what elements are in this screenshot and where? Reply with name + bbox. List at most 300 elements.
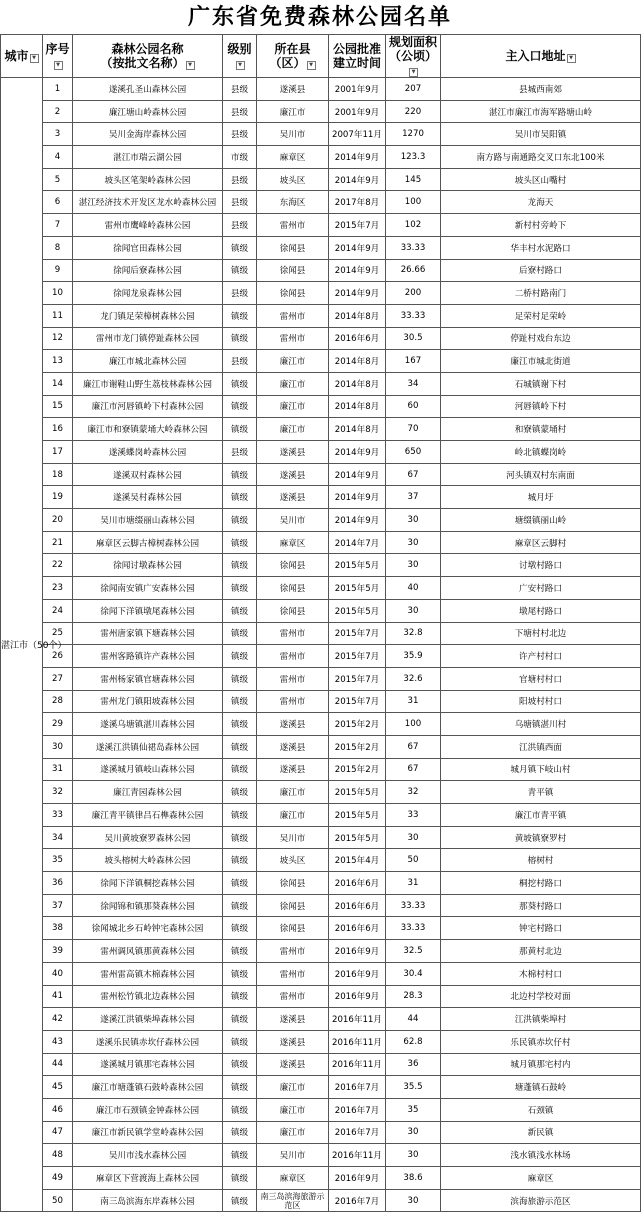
cell-area[interactable]: 31 [386,872,441,895]
cell-no[interactable]: 30 [43,735,73,758]
cell-area[interactable]: 62.8 [386,1030,441,1053]
cell-area[interactable]: 32.5 [386,940,441,963]
cell-area[interactable]: 200 [386,282,441,305]
table-row[interactable] [1,872,641,895]
cell-county[interactable]: 雷州市 [257,985,329,1008]
cell-approve-date[interactable]: 2015年2月 [329,713,386,736]
cell-county[interactable]: 雷州市 [257,667,329,690]
cell-county[interactable]: 吴川市 [257,826,329,849]
cell-park-name[interactable]: 遂溪吴村森林公园 [73,486,223,509]
cell-county[interactable]: 雷州市 [257,962,329,985]
cell-county[interactable]: 徐闻县 [257,894,329,917]
table-row[interactable] [1,962,641,985]
filter-dropdown-icon[interactable]: ▼ [307,61,316,70]
cell-no[interactable]: 21 [43,531,73,554]
cell-area[interactable]: 30 [386,1121,441,1144]
table-row[interactable] [1,599,641,622]
cell-no[interactable]: 43 [43,1030,73,1053]
cell-no[interactable]: 34 [43,826,73,849]
cell-entrance[interactable]: 南方路与南通路交叉口东北100米 [441,146,641,169]
cell-entrance[interactable]: 廉江市青平镇 [441,804,641,827]
cell-no[interactable]: 8 [43,236,73,259]
cell-park-name[interactable]: 南三岛滨海东岸森林公园 [73,1189,223,1212]
cell-park-name[interactable]: 徐闻讨墩森林公园 [73,554,223,577]
cell-entrance[interactable]: 江洪镇西面 [441,735,641,758]
cell-county[interactable]: 东海区 [257,191,329,214]
cell-area[interactable]: 123.3 [386,146,441,169]
cell-level[interactable]: 镇级 [223,327,257,350]
cell-county[interactable]: 遂溪县 [257,713,329,736]
table-row[interactable] [1,327,641,350]
cell-county[interactable]: 遂溪县 [257,441,329,464]
cell-approve-date[interactable]: 2015年7月 [329,690,386,713]
cell-entrance[interactable]: 桐挖村路口 [441,872,641,895]
cell-park-name[interactable]: 雷州杨家镇官塘森林公园 [73,667,223,690]
col-city[interactable] [1,35,43,78]
cell-park-name[interactable]: 廉江市河唇镇岭下村森林公园 [73,395,223,418]
cell-approve-date[interactable]: 2014年7月 [329,531,386,554]
cell-entrance[interactable]: 城月圩 [441,486,641,509]
cell-level[interactable]: 镇级 [223,667,257,690]
table-row[interactable] [1,531,641,554]
cell-entrance[interactable]: 石颈镇 [441,1098,641,1121]
cell-level[interactable]: 镇级 [223,985,257,1008]
cell-approve-date[interactable]: 2007年11月 [329,123,386,146]
cell-park-name[interactable]: 廉江市石颈镇金钟森林公园 [73,1098,223,1121]
cell-entrance[interactable]: 石城镇谢下村 [441,372,641,395]
table-row[interactable] [1,849,641,872]
cell-area[interactable]: 33.33 [386,894,441,917]
cell-no[interactable]: 17 [43,441,73,464]
cell-county[interactable]: 徐闻县 [257,917,329,940]
cell-county[interactable]: 廉江市 [257,350,329,373]
cell-park-name[interactable]: 吴川市浅水森林公园 [73,1144,223,1167]
cell-level[interactable]: 镇级 [223,894,257,917]
cell-park-name[interactable]: 廉江市新民镇学堂岭森林公园 [73,1121,223,1144]
cell-no[interactable]: 47 [43,1121,73,1144]
cell-area[interactable]: 207 [386,78,441,101]
table-row[interactable] [1,372,641,395]
cell-approve-date[interactable]: 2016年6月 [329,917,386,940]
cell-entrance[interactable]: 停趾村戏台东边 [441,327,641,350]
cell-county[interactable]: 雷州市 [257,327,329,350]
table-row[interactable] [1,123,641,146]
table-row[interactable] [1,282,641,305]
cell-approve-date[interactable]: 2016年7月 [329,1098,386,1121]
cell-approve-date[interactable]: 2014年8月 [329,418,386,441]
cell-area[interactable]: 50 [386,849,441,872]
cell-entrance[interactable]: 麻章区 [441,1167,641,1190]
cell-approve-date[interactable]: 2016年6月 [329,894,386,917]
cell-no[interactable]: 42 [43,1008,73,1031]
cell-area[interactable]: 220 [386,100,441,123]
cell-approve-date[interactable]: 2015年5月 [329,554,386,577]
cell-entrance[interactable]: 吴川市吴阳镇 [441,123,641,146]
cell-no[interactable]: 24 [43,599,73,622]
cell-area[interactable]: 60 [386,395,441,418]
cell-no[interactable]: 50 [43,1189,73,1212]
cell-park-name[interactable]: 雷州调风镇那黄森林公园 [73,940,223,963]
table-row[interactable] [1,418,641,441]
cell-entrance[interactable]: 乐民镇赤坎仔村 [441,1030,641,1053]
cell-area[interactable]: 31 [386,690,441,713]
cell-level[interactable]: 镇级 [223,531,257,554]
cell-approve-date[interactable]: 2015年7月 [329,667,386,690]
cell-park-name[interactable]: 徐闻官田森林公园 [73,236,223,259]
cell-no[interactable]: 31 [43,758,73,781]
cell-area[interactable]: 145 [386,168,441,191]
col-approve-date[interactable] [329,35,386,78]
cell-entrance[interactable]: 塘蓬镇石鼓岭 [441,1076,641,1099]
col-name[interactable] [73,35,223,78]
cell-area[interactable]: 33.33 [386,917,441,940]
table-row[interactable] [1,1144,641,1167]
table-row[interactable] [1,350,641,373]
cell-area[interactable]: 30 [386,599,441,622]
cell-no[interactable]: 40 [43,962,73,985]
cell-park-name[interactable]: 坡头区笔架岭森林公园 [73,168,223,191]
cell-area[interactable]: 67 [386,735,441,758]
table-row[interactable] [1,645,641,668]
table-row[interactable] [1,146,641,169]
cell-county[interactable]: 雷州市 [257,690,329,713]
cell-county[interactable]: 遂溪县 [257,735,329,758]
cell-level[interactable]: 镇级 [223,304,257,327]
cell-county[interactable]: 徐闻县 [257,599,329,622]
cell-approve-date[interactable]: 2015年5月 [329,826,386,849]
table-row[interactable] [1,713,641,736]
cell-no[interactable]: 3 [43,123,73,146]
cell-entrance[interactable]: 足荣村足荣岭 [441,304,641,327]
cell-county[interactable]: 遂溪县 [257,758,329,781]
cell-level[interactable]: 镇级 [223,804,257,827]
cell-county[interactable]: 遂溪县 [257,1008,329,1031]
cell-county[interactable]: 徐闻县 [257,282,329,305]
cell-area[interactable]: 30 [386,554,441,577]
cell-approve-date[interactable]: 2016年7月 [329,1189,386,1212]
cell-approve-date[interactable]: 2015年2月 [329,735,386,758]
cell-level[interactable]: 镇级 [223,1144,257,1167]
cell-approve-date[interactable]: 2016年9月 [329,985,386,1008]
cell-approve-date[interactable]: 2001年9月 [329,100,386,123]
cell-park-name[interactable]: 廉江市塘蓬镇石鼓岭森林公园 [73,1076,223,1099]
cell-approve-date[interactable]: 2016年11月 [329,1053,386,1076]
cell-no[interactable]: 26 [43,645,73,668]
cell-entrance[interactable]: 许产村村口 [441,645,641,668]
cell-approve-date[interactable]: 2015年5月 [329,804,386,827]
cell-approve-date[interactable]: 2014年9月 [329,168,386,191]
cell-area[interactable]: 30 [386,531,441,554]
cell-park-name[interactable]: 雷州市龙门镇停趾森林公园 [73,327,223,350]
filter-dropdown-icon[interactable]: ▼ [236,61,245,70]
table-row[interactable] [1,804,641,827]
table-row[interactable] [1,191,641,214]
cell-park-name[interactable]: 吴川金海岸森林公园 [73,123,223,146]
cell-park-name[interactable]: 廉江市和寮镇蒙埇大岭森林公园 [73,418,223,441]
cell-area[interactable]: 70 [386,418,441,441]
table-row[interactable] [1,395,641,418]
cell-area[interactable]: 33.33 [386,304,441,327]
cell-park-name[interactable]: 廉江青平镇律吕石榫森林公园 [73,804,223,827]
cell-no[interactable]: 38 [43,917,73,940]
cell-level[interactable]: 镇级 [223,395,257,418]
cell-entrance[interactable]: 黄坡镇寮罗村 [441,826,641,849]
cell-approve-date[interactable]: 2015年7月 [329,622,386,645]
table-row[interactable] [1,1167,641,1190]
table-row[interactable] [1,735,641,758]
cell-area[interactable]: 67 [386,758,441,781]
cell-entrance[interactable]: 那葵村路口 [441,894,641,917]
cell-county[interactable]: 吴川市 [257,509,329,532]
cell-county[interactable]: 麻章区 [257,531,329,554]
cell-no[interactable]: 29 [43,713,73,736]
cell-park-name[interactable]: 徐闻后寮森林公园 [73,259,223,282]
cell-county[interactable]: 廉江市 [257,100,329,123]
cell-no[interactable]: 39 [43,940,73,963]
cell-no[interactable]: 27 [43,667,73,690]
table-row[interactable] [1,236,641,259]
cell-entrance[interactable]: 湛江市廉江市海军路塘山岭 [441,100,641,123]
cell-park-name[interactable]: 遂溪蝶岗岭森林公园 [73,441,223,464]
table-row[interactable] [1,826,641,849]
cell-park-name[interactable]: 遂溪江洪镇仙裙岛森林公园 [73,735,223,758]
cell-approve-date[interactable]: 2014年9月 [329,236,386,259]
cell-area[interactable]: 30 [386,509,441,532]
cell-county[interactable]: 雷州市 [257,645,329,668]
cell-area[interactable]: 30.5 [386,327,441,350]
cell-entrance[interactable]: 墩尾村路口 [441,599,641,622]
cell-county[interactable]: 坡头区 [257,168,329,191]
cell-park-name[interactable]: 遂溪乐民镇赤坎仔森林公园 [73,1030,223,1053]
cell-approve-date[interactable]: 2015年2月 [329,758,386,781]
cell-county[interactable]: 徐闻县 [257,259,329,282]
table-row[interactable] [1,441,641,464]
cell-level[interactable]: 镇级 [223,509,257,532]
cell-approve-date[interactable]: 2001年9月 [329,78,386,101]
cell-county[interactable]: 廉江市 [257,1098,329,1121]
table-row[interactable] [1,168,641,191]
cell-level[interactable]: 镇级 [223,1053,257,1076]
filter-dropdown-icon[interactable]: ▼ [409,68,418,77]
cell-county[interactable]: 廉江市 [257,1121,329,1144]
cell-entrance[interactable]: 官塘村村口 [441,667,641,690]
cell-level[interactable]: 镇级 [223,849,257,872]
cell-entrance[interactable]: 浅水镇浅水林场 [441,1144,641,1167]
cell-approve-date[interactable]: 2016年7月 [329,1121,386,1144]
cell-level[interactable]: 镇级 [223,1076,257,1099]
cell-entrance[interactable]: 那黄村北边 [441,940,641,963]
cell-area[interactable]: 1270 [386,123,441,146]
cell-approve-date[interactable]: 2014年8月 [329,304,386,327]
cell-entrance[interactable]: 县城西南郊 [441,78,641,101]
table-row[interactable] [1,78,641,101]
cell-level[interactable]: 镇级 [223,872,257,895]
table-row[interactable] [1,554,641,577]
cell-county[interactable]: 雷州市 [257,940,329,963]
cell-level[interactable]: 镇级 [223,735,257,758]
table-row[interactable] [1,940,641,963]
cell-approve-date[interactable]: 2015年5月 [329,599,386,622]
cell-park-name[interactable]: 湛江经济技术开发区龙水岭森林公园 [73,191,223,214]
cell-level[interactable]: 镇级 [223,781,257,804]
cell-park-name[interactable]: 湛江市瑞云湖公园 [73,146,223,169]
cell-no[interactable]: 9 [43,259,73,282]
cell-approve-date[interactable]: 2014年9月 [329,509,386,532]
cell-level[interactable]: 县级 [223,191,257,214]
cell-no[interactable]: 10 [43,282,73,305]
table-row[interactable] [1,1053,641,1076]
cell-area[interactable]: 35.9 [386,645,441,668]
cell-entrance[interactable]: 龙海天 [441,191,641,214]
cell-area[interactable]: 167 [386,350,441,373]
cell-park-name[interactable]: 吴川黄坡寮罗森林公园 [73,826,223,849]
cell-county[interactable]: 廉江市 [257,418,329,441]
cell-level[interactable]: 镇级 [223,758,257,781]
cell-no[interactable]: 20 [43,509,73,532]
cell-approve-date[interactable]: 2016年9月 [329,962,386,985]
cell-park-name[interactable]: 遂溪孔圣山森林公园 [73,78,223,101]
cell-level[interactable]: 县级 [223,441,257,464]
cell-park-name[interactable]: 徐闻城北乡石岭钟宅森林公园 [73,917,223,940]
cell-county[interactable]: 徐闻县 [257,872,329,895]
cell-approve-date[interactable]: 2014年9月 [329,441,386,464]
cell-park-name[interactable]: 龙门镇足荣樟树森林公园 [73,304,223,327]
cell-entrance[interactable]: 廉江市城北街道 [441,350,641,373]
cell-approve-date[interactable]: 2014年8月 [329,350,386,373]
cell-no[interactable]: 48 [43,1144,73,1167]
cell-area[interactable]: 35 [386,1098,441,1121]
cell-no[interactable]: 23 [43,577,73,600]
cell-level[interactable]: 镇级 [223,418,257,441]
table-row[interactable] [1,577,641,600]
cell-approve-date[interactable]: 2014年9月 [329,463,386,486]
cell-no[interactable]: 15 [43,395,73,418]
cell-county[interactable]: 雷州市 [257,622,329,645]
cell-park-name[interactable]: 麻章区云脚古樟树森林公园 [73,531,223,554]
table-row[interactable] [1,758,641,781]
cell-approve-date[interactable]: 2016年9月 [329,1167,386,1190]
cell-entrance[interactable]: 新民镇 [441,1121,641,1144]
cell-no[interactable]: 35 [43,849,73,872]
cell-entrance[interactable]: 二桥村路南门 [441,282,641,305]
cell-park-name[interactable]: 徐闻下洋镇桐挖森林公园 [73,872,223,895]
cell-approve-date[interactable]: 2016年11月 [329,1008,386,1031]
cell-level[interactable]: 镇级 [223,372,257,395]
cell-park-name[interactable]: 徐闻锦和镇那葵森林公园 [73,894,223,917]
cell-park-name[interactable]: 廉江市城北森林公园 [73,350,223,373]
cell-entrance[interactable]: 北边村学校对面 [441,985,641,1008]
cell-level[interactable]: 县级 [223,123,257,146]
cell-no[interactable]: 45 [43,1076,73,1099]
table-row[interactable] [1,486,641,509]
cell-area[interactable]: 100 [386,713,441,736]
cell-entrance[interactable]: 榕树村 [441,849,641,872]
cell-approve-date[interactable]: 2015年5月 [329,577,386,600]
cell-entrance[interactable]: 河唇镇岭下村 [441,395,641,418]
cell-area[interactable]: 100 [386,191,441,214]
cell-no[interactable]: 19 [43,486,73,509]
cell-level[interactable]: 县级 [223,214,257,237]
table-row[interactable] [1,259,641,282]
cell-county[interactable]: 遂溪县 [257,1030,329,1053]
cell-approve-date[interactable]: 2016年6月 [329,327,386,350]
cell-no[interactable]: 22 [43,554,73,577]
col-entrance[interactable] [441,35,641,78]
cell-level[interactable]: 镇级 [223,917,257,940]
cell-county[interactable]: 廉江市 [257,804,329,827]
cell-county[interactable]: 雷州市 [257,214,329,237]
cell-no[interactable]: 44 [43,1053,73,1076]
cell-park-name[interactable]: 遂溪城月镇岐山森林公园 [73,758,223,781]
cell-no[interactable]: 1 [43,78,73,101]
cell-approve-date[interactable]: 2016年7月 [329,1076,386,1099]
cell-area[interactable]: 33.33 [386,236,441,259]
cell-entrance[interactable]: 下塘村村北边 [441,622,641,645]
cell-entrance[interactable]: 岭北镇蝶岗岭 [441,441,641,464]
cell-park-name[interactable]: 徐闻南安镇广安森林公园 [73,577,223,600]
cell-area[interactable]: 28.3 [386,985,441,1008]
cell-county[interactable]: 麻章区 [257,146,329,169]
cell-approve-date[interactable]: 2016年11月 [329,1030,386,1053]
cell-county[interactable]: 遂溪县 [257,463,329,486]
col-county[interactable] [257,35,329,78]
cell-county[interactable]: 廉江市 [257,781,329,804]
cell-park-name[interactable]: 雷州松竹镇北边森林公园 [73,985,223,1008]
cell-county[interactable]: 遂溪县 [257,486,329,509]
table-row[interactable] [1,690,641,713]
table-row[interactable] [1,622,641,645]
table-row[interactable] [1,1076,641,1099]
cell-area[interactable]: 40 [386,577,441,600]
cell-area[interactable]: 32.8 [386,622,441,645]
cell-no[interactable]: 11 [43,304,73,327]
filter-dropdown-icon[interactable]: ▼ [54,61,63,70]
cell-approve-date[interactable]: 2015年4月 [329,849,386,872]
cell-level[interactable]: 县级 [223,350,257,373]
cell-no[interactable]: 7 [43,214,73,237]
table-row[interactable] [1,100,641,123]
cell-approve-date[interactable]: 2015年7月 [329,214,386,237]
cell-park-name[interactable]: 廉江青园森林公园 [73,781,223,804]
cell-level[interactable]: 镇级 [223,1121,257,1144]
cell-park-name[interactable]: 雷州龙门镇阳坡森林公园 [73,690,223,713]
cell-entrance[interactable]: 城月镇那宅村内 [441,1053,641,1076]
city-cell[interactable]: 湛江市（50个） [1,78,43,1212]
cell-level[interactable]: 市级 [223,146,257,169]
cell-level[interactable]: 镇级 [223,599,257,622]
cell-entrance[interactable]: 滨海旅游示范区 [441,1189,641,1212]
cell-area[interactable]: 38.6 [386,1167,441,1190]
cell-level[interactable]: 镇级 [223,1098,257,1121]
cell-entrance[interactable]: 华丰村水泥路口 [441,236,641,259]
cell-area[interactable]: 26.66 [386,259,441,282]
cell-park-name[interactable]: 雷州客路镇许产森林公园 [73,645,223,668]
cell-area[interactable]: 30 [386,1189,441,1212]
cell-park-name[interactable]: 遂溪江洪镇柴埠森林公园 [73,1008,223,1031]
cell-no[interactable]: 6 [43,191,73,214]
cell-level[interactable]: 镇级 [223,1008,257,1031]
cell-approve-date[interactable]: 2015年7月 [329,645,386,668]
col-area[interactable] [386,35,441,78]
cell-level[interactable]: 镇级 [223,940,257,963]
cell-entrance[interactable]: 木棉村村口 [441,962,641,985]
cell-entrance[interactable]: 阳坡村村口 [441,690,641,713]
col-no[interactable] [43,35,73,78]
table-row[interactable] [1,894,641,917]
cell-county[interactable]: 徐闻县 [257,577,329,600]
cell-no[interactable]: 5 [43,168,73,191]
cell-level[interactable]: 镇级 [223,713,257,736]
